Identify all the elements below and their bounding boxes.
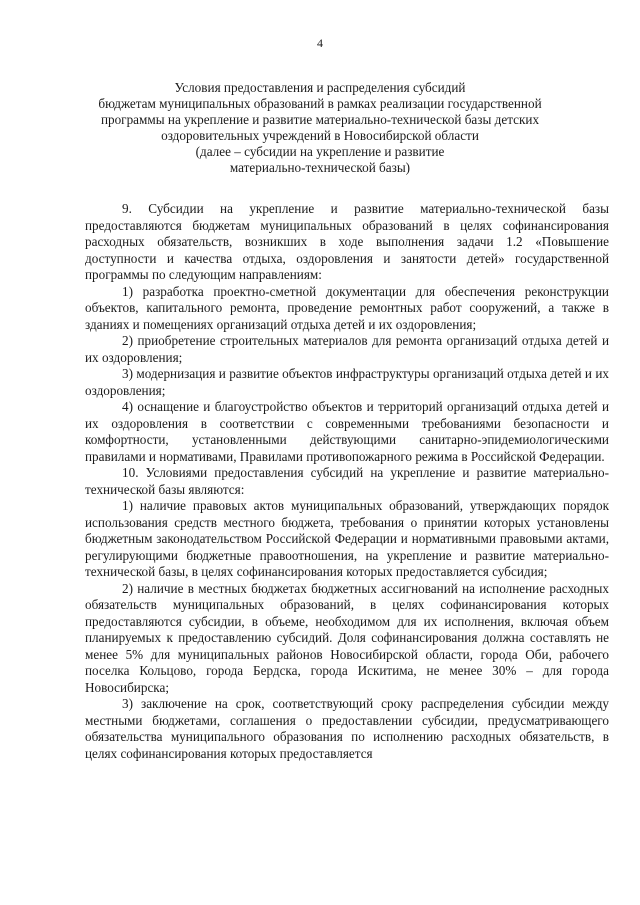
list-item-10-3: 3) заключение на срок, соответствующий сроку распределения субсидии между местными бюджетами, соглашения о предоставлении субсидии, предусматривающего обязательства муниципального образования по исполнению расходных обязательств, в целях софинансирования которых предоставляется — [85, 696, 609, 761]
list-item-10-1: 1) наличие правовых актов муниципальных образований, утверждающих порядок использования средств местного бюджета, требования о принятии которых установлены бюджетным законодательством Российской Федерации и нормативными правовыми актами, регулирующими бюджетные правоотношения, на укрепление и развитие материально-технической базы, в целях софинансирования которых предоставляется субсидия; — [85, 498, 609, 579]
list-item-9-4: 4) оснащение и благоустройство объектов и территорий организаций отдыха детей и их оздоровления в соответствии с современными требованиями безопасности и комфортности, установленными действующими санитарно-эпидемиологическими правилами и нормативами, Правилами противопожарного режима в Российской Федерации. — [85, 399, 609, 464]
page-number: 4 — [317, 36, 323, 50]
paragraph-9: 9. Субсидии на укрепление и развитие материально-технической базы предоставляются бюджетам муниципальных образований в целях софинансирования расходных обязательств, возникших в ходе выполнения задачи 1.2 «Повышение доступности и качества отдыха, оздоровления и занятости детей» государственной программы по следующим направлениям: — [85, 201, 609, 282]
list-item-9-3: 3) модернизация и развитие объектов инфраструктуры организаций отдыха детей и их оздоровления; — [85, 366, 609, 398]
title-line: материально-технической базы) — [229, 160, 411, 175]
list-item-9-1: 1) разработка проектно-сметной документации для обеспечения реконструкции объектов, капитального ремонта, проведение ремонтных работ сооружений, а также в зданиях и помещениях организаций отдыха детей и их оздоровления; — [85, 283, 609, 332]
list-item-10-2: 2) наличие в местных бюджетах бюджетных ассигнований на исполнение расходных обязательств муниципальных образований, в целях софинансирования которых предоставляются субсидии, в объеме, необходимом для их исполнения, включая объем планируемых к предоставлению субсидий. Доля софинансирования должна составлять не менее 5% для муниципальных районов Новосибирской области, города Оби, рабочего поселка Кольцово, города Бердска, города Искитима, не менее 30% – для города Новосибирска; — [85, 580, 609, 695]
title-line: Условия предоставления и распределения субсидий — [174, 80, 466, 95]
document-title — [60, 80, 580, 176]
paragraph-10: 10. Условиями предоставления субсидий на укрепление и развитие материально-технической базы являются: — [85, 465, 609, 497]
title-line: бюджетам муниципальных образований в рамках реализации государственной — [98, 96, 542, 111]
title-line: (далее – субсидии на укрепление и развитие — [195, 144, 445, 159]
list-item-9-2: 2) приобретение строительных материалов для ремонта организаций отдыха детей и их оздоровления; — [85, 333, 609, 365]
title-line: программы на укрепление и развитие материально-технической базы детских — [100, 112, 540, 127]
title-line: оздоровительных учреждений в Новосибирской области — [161, 128, 479, 143]
document-body — [85, 201, 609, 762]
